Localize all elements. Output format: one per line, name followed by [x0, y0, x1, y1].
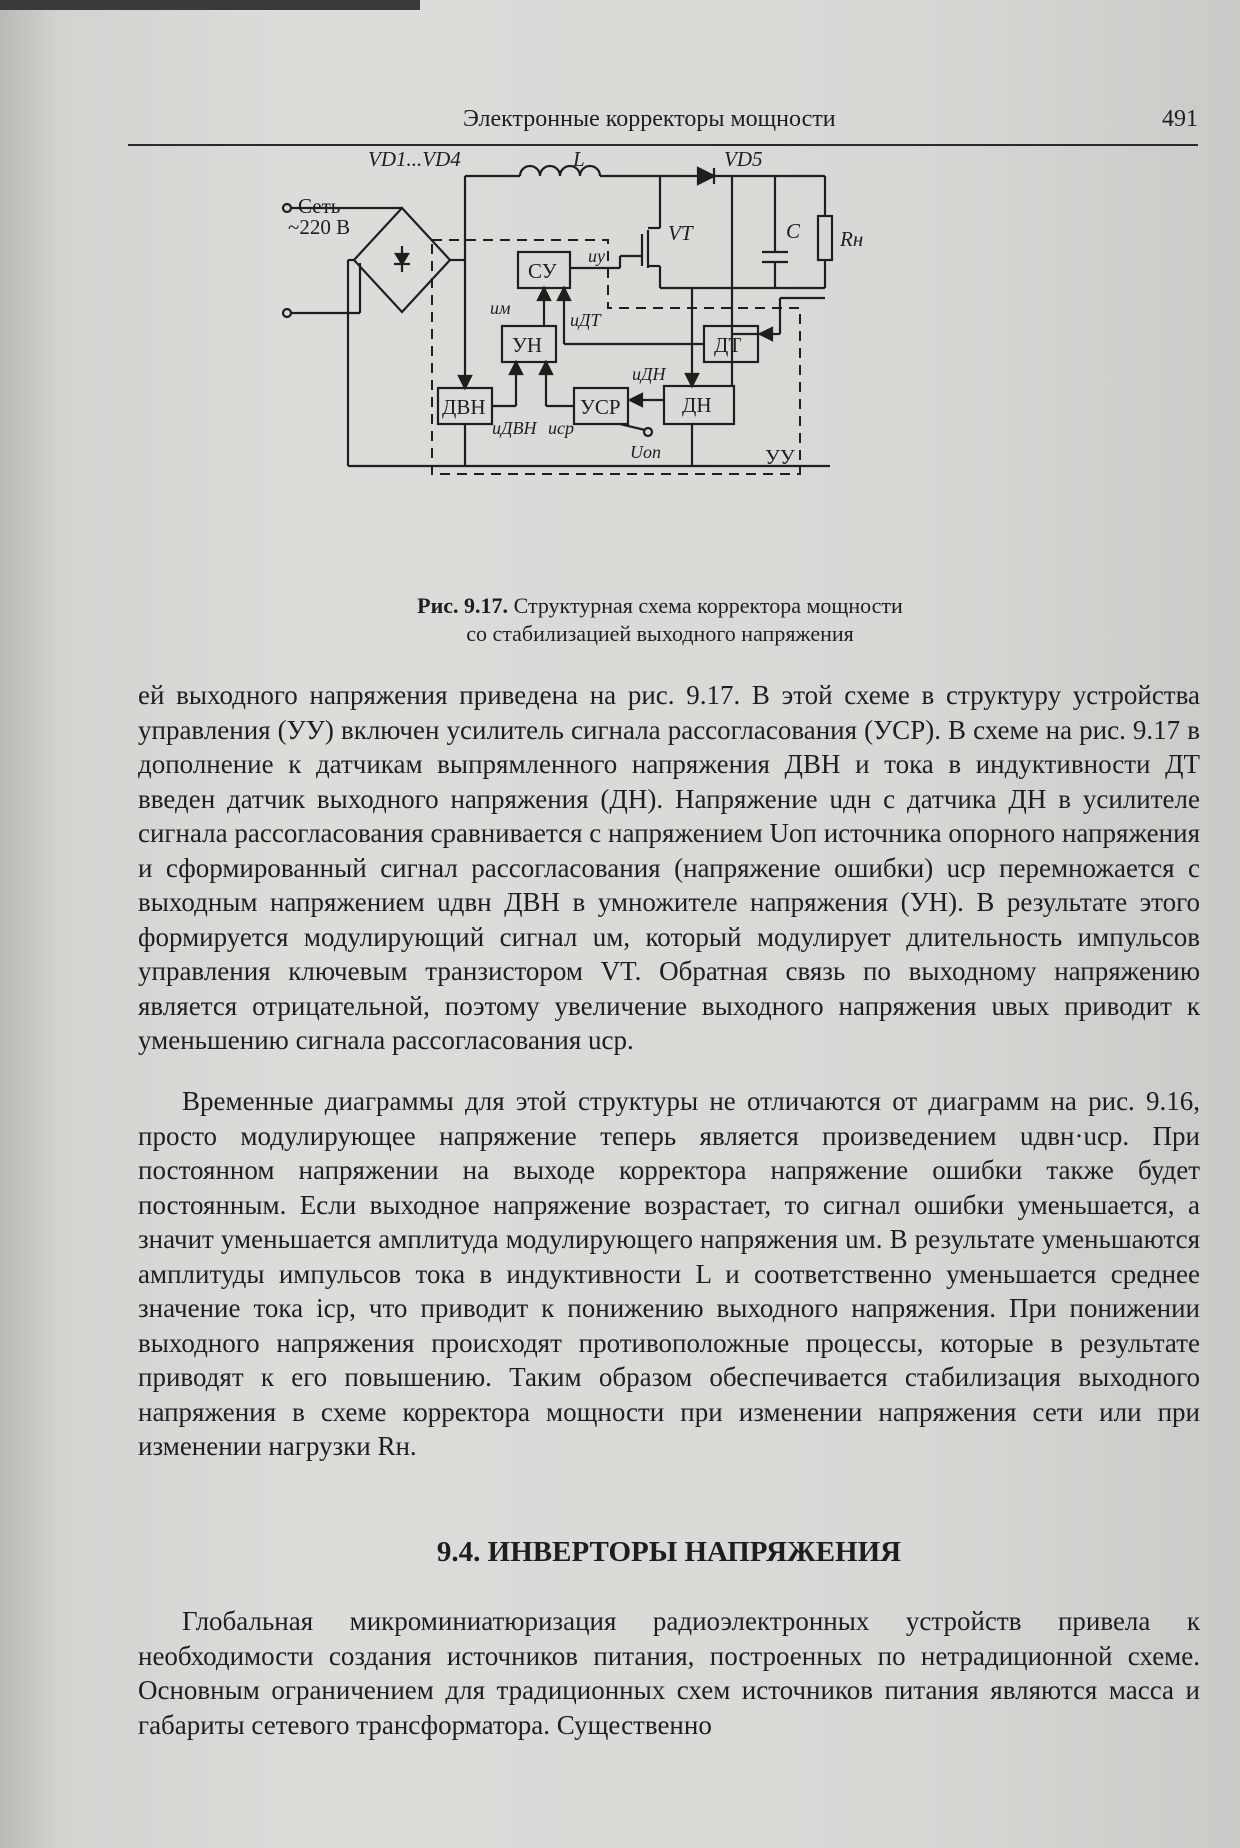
paragraph-1-text: ей выходного напряжения приведена на рис. 9.17. В этой схеме в структуру устройства управления (УУ) включен усилитель сигнала рассогласования (УСР). В схеме на рис. 9.17 в дополнение к датчикам выпрямленного напряжения ДВН и тока в индуктивности ДТ введен датчик выходного напряжения (ДН). Напряжение uдн с датчика ДН в усилителе сигнала рассогласования сравнивается с напряжением Uоп источника опорного напряжения и сформированный сигнал рассогласования (напряжение ошибки) uср перемножается с выходным напряжением uдвн ДВН в умножителе напряжения (УН). В результате этого формируется модулирующий сигнал uм, который модулирует длительность импульсов управления ключевым транзистором VT. Обратная связь по выходному напряжению является отрицательной, поэтому увеличение выходного напряжения uвых приводит к уменьшению сигнала рассогласования uср.: [138, 680, 1200, 1055]
paragraph-1: [138, 678, 1200, 1058]
label-inductor: L: [573, 147, 585, 171]
label-un: УН: [512, 333, 543, 357]
label-u-dt: uДТ: [570, 310, 601, 330]
label-uu: УУ: [765, 445, 795, 469]
paragraph-3: [138, 1604, 1200, 1742]
label-diode: VD5: [724, 147, 763, 171]
label-u-dvn: uДВН: [492, 418, 537, 438]
label-capacitor: C: [786, 219, 801, 243]
label-dt: ДТ: [714, 333, 742, 357]
paragraph-2-text: Временные диаграммы для этой структуры не отличаются от диаграмм на рис. 9.16, просто модулирующее напряжение теперь является произведением uдвн·uср. При постоянном напряжении на выходе корректора напряжение ошибки также будет постоянным. Если выходное напряжение возрастает, то сигнал ошибки уменьшается, а значит уменьшается амплитуда модулирующего напряжения uм. В результате уменьшаются амплитуды импульсов тока в индуктивности L и соответственно уменьшается среднее значение тока iср, что приводит к понижению выходного напряжения. При понижении выходного напряжения происходят противоположные процессы, которые в результате приводят к его повышению. Таким образом обеспечивается стабилизация выходного напряжения в схеме корректора мощности при изменении напряжения сети или при изменении нагрузки Rн.: [138, 1086, 1200, 1461]
section-title: 9.4. ИНВЕРТОРЫ НАПРЯЖЕНИЯ: [436, 1536, 902, 1568]
label-transistor: VT: [668, 221, 693, 245]
running-header: [128, 100, 1198, 146]
header-title: Электронные корректоры мощности: [463, 106, 836, 132]
figure-caption: [160, 592, 1160, 648]
label-u-m: uм: [490, 298, 511, 318]
label-u-y: uу: [588, 246, 605, 266]
circuit-diagram: [288, 147, 1040, 578]
page-number: 491: [1162, 106, 1198, 132]
label-u-op: Uоп: [630, 442, 661, 462]
caption-line2: со стабилизацией выходного напряжения: [466, 621, 854, 646]
label-mains-line1: Сеть: [298, 194, 341, 218]
scan-edge: [0, 0, 420, 10]
label-su: СУ: [528, 259, 557, 283]
paragraph-3-text: Глобальная микроминиатюризация радиоэлектронных устройств привела к необходимости создания источников питания, построенных по нетрадиционной схеме. Основным ограничением для традиционных схем источников питания являются масса и габариты сетевого трансформатора. Существенно: [138, 1606, 1200, 1740]
label-load: Rн: [840, 227, 864, 251]
label-u-sr: uср: [548, 418, 574, 438]
label-dvn: ДВН: [442, 395, 486, 419]
label-u-dn: uДН: [632, 364, 666, 384]
caption-line1: Структурная схема корректора мощности: [513, 593, 903, 618]
label-dn: ДН: [682, 393, 712, 417]
label-bridge: VD1...VD4: [368, 147, 461, 171]
label-mains-line2: ~220 В: [288, 215, 351, 239]
paragraph-2: [138, 1084, 1200, 1464]
label-usr: УСР: [580, 395, 621, 419]
caption-label: Рис. 9.17.: [417, 593, 509, 618]
